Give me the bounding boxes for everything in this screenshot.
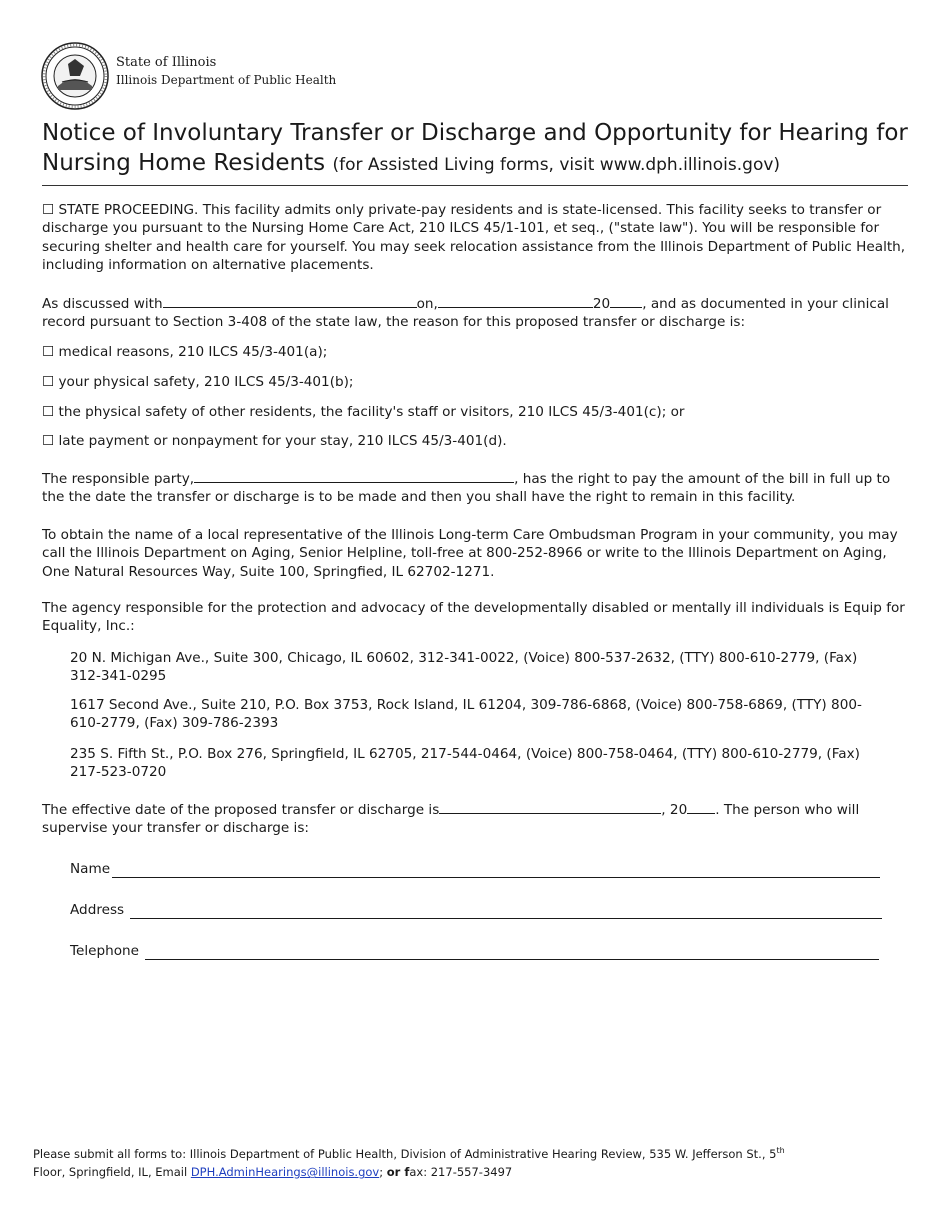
responsible-party-paragraph xyxy=(42,469,908,507)
footer-text-1: Please submit all forms to: Illinois Department of Public Health, Division of Administrative Hearing Review, 535 W. Jefferson St., 5 xyxy=(33,1146,777,1161)
reason-text: the physical safety of other residents, the facility's staff or visitors, 210 ILCS 45/3-401(c); or xyxy=(58,404,685,420)
reason-option xyxy=(42,403,685,421)
reason-option xyxy=(42,373,354,391)
state-proceeding-label: STATE PROCEEDING. xyxy=(58,202,199,218)
address-springfield: 235 S. Fifth St., P.O. Box 276, Springfield, IL 62705, 217-544-0464, (Voice) 800-758-0464, (TTY) 800-610-2779, (Fax) 217-523-0720 xyxy=(70,746,860,781)
discussion-text-1: As discussed with xyxy=(42,296,163,312)
discussion-text-2: on, xyxy=(416,296,438,312)
submission-footer xyxy=(33,1142,913,1182)
reason-checkbox[interactable]: ☐ xyxy=(42,433,55,449)
submission-email-link[interactable]: DPH.AdminHearings@illinois.gov xyxy=(190,1165,380,1180)
address-rock-island: 1617 Second Ave., Suite 210, P.O. Box 3753, Rock Island, IL 61204, 309-786-6868, (Voice) 800-758-6869, (TTY) 800-610-2779, (Fax) 309-786-2393 xyxy=(70,697,862,732)
reason-checkbox[interactable]: ☐ xyxy=(42,374,55,390)
effective-date-text-2: , 20 xyxy=(661,802,688,818)
state-name: State of Illinois xyxy=(116,55,217,70)
effective-year-blank[interactable] xyxy=(687,800,715,814)
reason-option xyxy=(42,432,507,450)
footer-or-label: or f xyxy=(386,1165,410,1180)
footer-text-2: Floor, Springfield, IL, Email xyxy=(33,1165,191,1180)
discussion-date-blank[interactable] xyxy=(438,294,593,308)
state-proceeding-text: This facility admits only private-pay residents and is state-licensed. This facility seeks to transfer or discharge you pursuant to the Nursing Home Care Act, 210 ILCS 45/1-101, et seq., ("state law"). You will be responsible for securing shelter and health care for yourself. You may seek relocation assistance from the Illinois Department of Public Health, including information on alternative placements. xyxy=(42,202,906,274)
title-subtitle: (for Assisted Living forms, visit www.dph.illinois.gov) xyxy=(332,155,781,175)
department-name: Illinois Department of Public Health xyxy=(116,73,337,87)
telephone-input-line[interactable] xyxy=(145,946,879,960)
discussed-with-blank[interactable] xyxy=(163,294,417,308)
telephone-label: Telephone xyxy=(70,943,140,959)
name-input-line[interactable] xyxy=(112,864,880,878)
responsible-party-text-1: The responsible party, xyxy=(42,471,195,487)
state-proceeding-paragraph xyxy=(42,201,908,275)
effective-date-blank[interactable] xyxy=(439,800,661,814)
responsible-party-blank[interactable] xyxy=(194,469,514,483)
agency-paragraph: The agency responsible for the protection and advocacy of the developmentally disabled or mentally ill individuals is Equip for Equality, Inc.: xyxy=(42,600,905,635)
address-chicago: 20 N. Michigan Ave., Suite 300, Chicago, IL 60602, 312-341-0022, (Voice) 800-537-2632, (TTY) 800-610-2779, (Fax) 312-341-0295 xyxy=(70,650,858,685)
page-title xyxy=(42,118,912,180)
reason-checkbox[interactable]: ☐ xyxy=(42,404,55,420)
ombudsman-paragraph: To obtain the name of a local representative of the Illinois Long-term Care Ombudsman Program in your community, you may call the Illinois Department on Aging, Senior Helpline, toll-free at 800-252-8966 or write to the Illinois Department on Aging, One Natural Resources Way, Suite 100, Springfied, IL 62702-1271. xyxy=(42,527,898,580)
discussion-paragraph xyxy=(42,294,908,332)
discussion-text-4: , and as documented in your clinical record pursuant to Section 3-408 of the state law, the reason for this proposed transfer or discharge is: xyxy=(42,296,889,331)
title-divider xyxy=(42,185,908,186)
footer-text-3: ; xyxy=(379,1165,387,1180)
reason-text: your physical safety, 210 ILCS 45/3-401(b); xyxy=(58,374,354,390)
effective-date-paragraph xyxy=(42,800,908,838)
agency-header xyxy=(116,55,336,89)
reason-option xyxy=(42,343,327,361)
reason-text: medical reasons, 210 ILCS 45/3-401(a); xyxy=(58,344,328,360)
responsible-party-text-2: , has the right to pay the amount of the bill in full up to the the date the transfer or discharge is to be made and then you shall have the right to remain in this facility. xyxy=(42,471,891,506)
footer-fax: ax: 217-557-3497 xyxy=(409,1165,513,1180)
discussion-year-blank[interactable] xyxy=(610,294,642,308)
reason-checkbox[interactable]: ☐ xyxy=(42,344,55,360)
supervisor-telephone-field xyxy=(70,942,879,960)
state-proceeding-checkbox[interactable]: ☐ xyxy=(42,202,55,218)
address-label: Address xyxy=(70,902,125,918)
supervisor-name-field xyxy=(70,860,880,878)
name-label: Name xyxy=(70,861,111,877)
effective-date-text-3: . The person who will supervise your transfer or discharge is: xyxy=(42,802,860,837)
footer-superscript: th xyxy=(776,1146,785,1155)
title-main: Notice of Involuntary Transfer or Discharge and Opportunity for Hearing for Nursing Home Residents xyxy=(42,120,908,176)
reason-text: late payment or nonpayment for your stay, 210 ILCS 45/3-401(d). xyxy=(58,433,507,449)
supervisor-address-field xyxy=(70,901,882,919)
state-seal-icon xyxy=(40,42,110,110)
effective-date-text-1: The effective date of the proposed transfer or discharge is xyxy=(42,802,440,818)
discussion-text-3: 20 xyxy=(592,296,611,312)
address-input-line[interactable] xyxy=(130,905,882,919)
